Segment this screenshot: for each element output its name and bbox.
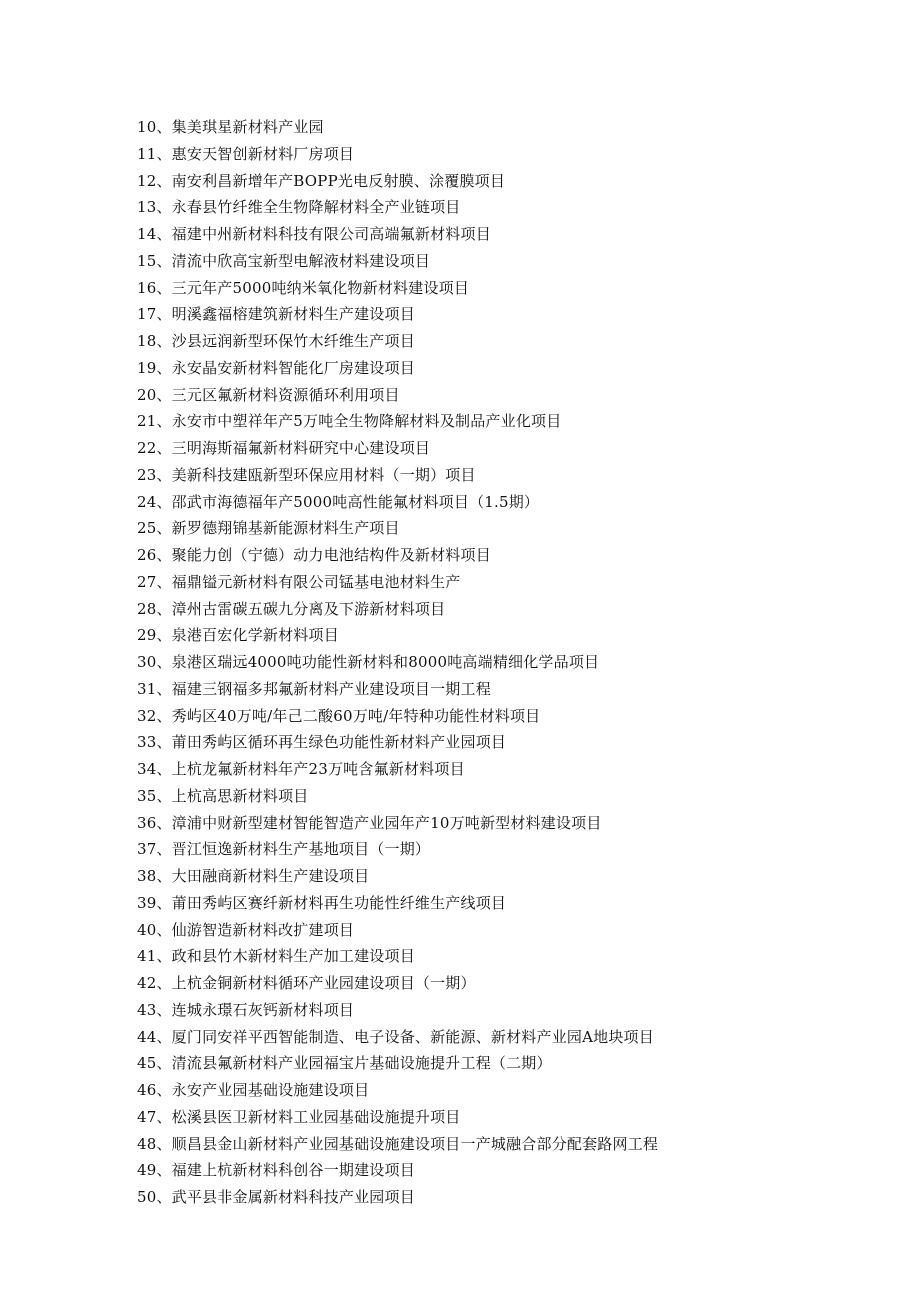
list-item: 29、泉港百宏化学新材料项目 xyxy=(137,626,339,645)
list-item: 25、新罗德翔锦基新能源材料生产项目 xyxy=(137,519,400,538)
list-item: 16、三元年产5000吨纳米氧化物新材料建设项目 xyxy=(137,278,470,297)
list-item: 41、政和县竹木新材料生产加工建设项目 xyxy=(137,947,415,966)
list-item: 46、永安产业园基础设施建设项目 xyxy=(137,1081,370,1099)
list-item: 35、上杭高思新材料项目 xyxy=(137,786,309,805)
list-item: 50、武平县非金属新材料科技产业园项目 xyxy=(137,1188,415,1206)
list-item: 34、上杭龙氟新材料年产23万吨含氟新材料项目 xyxy=(137,760,465,778)
list-item: 22、三明海斯福氟新材料研究中心建设项目 xyxy=(137,439,431,457)
list-item: 47、松溪县医卫新材料工业园基础设施提升项目 xyxy=(137,1107,461,1126)
list-item: 18、沙县远润新型环保竹木纤维生产项目 xyxy=(137,332,415,350)
project-list xyxy=(137,114,877,1211)
list-item: 13、永春县竹纤维全生物降解材料全产业链项目 xyxy=(137,198,461,217)
list-item: 30、泉港区瑞远4000吨功能性新材料和8000吨高端精细化学品项目 xyxy=(137,653,600,671)
list-item: 27、福鼎镒元新材料有限公司锰基电池材料生产 xyxy=(137,572,461,591)
list-item: 49、福建上杭新材料科创谷一期建设项目 xyxy=(137,1161,415,1180)
list-item: 19、永安晶安新材料智能化厂房建设项目 xyxy=(137,358,415,377)
list-item: 17、明溪鑫福榕建筑新材料生产建设项目 xyxy=(137,305,415,324)
list-item: 21、永安市中塑祥年产5万吨全生物降解材料及制品产业化项目 xyxy=(137,412,562,431)
list-item: 24、邵武市海德福年产5000吨高性能氟材料项目（1.5期） xyxy=(137,492,540,511)
list-item: 20、三元区氟新材料资源循环利用项目 xyxy=(137,385,400,404)
list-item: 28、漳州古雷碳五碳九分离及下游新材料项目 xyxy=(137,599,446,618)
list-item: 43、连城永璟石灰钙新材料项目 xyxy=(137,1000,355,1019)
list-item: 14、福建中州新材料科技有限公司高端氟新材料项目 xyxy=(137,225,491,243)
list-item: 11、惠安天智创新材料厂房项目 xyxy=(137,144,355,163)
list-item: 23、美新科技建瓯新型环保应用材料（一期）项目 xyxy=(137,465,476,484)
list-item: 44、厦门同安祥平西智能制造、电子设备、新能源、新材料产业园A地块项目 xyxy=(137,1027,654,1046)
list-item: 42、上杭金铜新材料循环产业园建设项目（一期） xyxy=(137,974,476,992)
list-item: 10、集美琪星新材料产业园 xyxy=(137,118,324,136)
list-item: 39、莆田秀屿区赛纤新材料再生功能性纤维生产线项目 xyxy=(137,893,507,912)
list-item: 12、南安利昌新增年产BOPP光电反射膜、涂覆膜项目 xyxy=(137,171,506,190)
list-item: 37、晋江恒逸新材料生产基地项目（一期） xyxy=(137,840,431,859)
list-item: 15、清流中欣高宝新型电解液材料建设项目 xyxy=(137,251,431,270)
list-item: 48、顺昌县金山新材料产业园基础设施建设项目一产城融合部分配套路网工程 xyxy=(137,1134,659,1153)
list-item: 45、清流县氟新材料产业园福宝片基础设施提升工程（二期） xyxy=(137,1054,552,1073)
list-item: 31、福建三钢福多邦氟新材料产业建设项目一期工程 xyxy=(137,679,491,698)
list-item: 36、漳浦中财新型建材智能智造产业园年产10万吨新型材料建设项目 xyxy=(137,813,602,832)
list-item: 32、秀屿区40万吨/年己二酸60万吨/年特种功能性材料项目 xyxy=(137,706,541,725)
list-item: 38、大田融商新材料生产建设项目 xyxy=(137,867,370,885)
list-item: 40、仙游智造新材料改扩建项目 xyxy=(137,920,355,939)
list-item: 26、聚能力创（宁德）动力电池结构件及新材料项目 xyxy=(137,546,491,564)
list-item: 33、莆田秀屿区循环再生绿色功能性新材料产业园项目 xyxy=(137,733,507,752)
